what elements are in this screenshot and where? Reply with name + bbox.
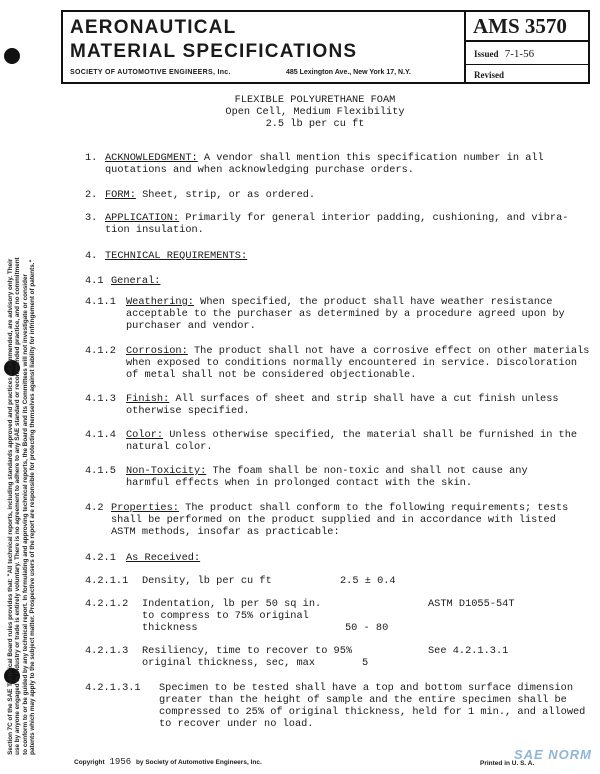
section-4-2-1-1 bbox=[85, 575, 272, 587]
section-heading: APPLICATION: bbox=[105, 212, 180, 224]
binder-hole-top bbox=[4, 48, 20, 64]
section-number: 3. bbox=[85, 212, 98, 224]
property-label: to compress to 75% original bbox=[142, 610, 309, 622]
property-value: 2.5 ± 0.4 bbox=[340, 575, 396, 587]
header-divider bbox=[464, 10, 466, 84]
section-heading: FORM: bbox=[105, 189, 136, 201]
header-society: SOCIETY OF AUTOMOTIVE ENGINEERS, Inc. bbox=[70, 69, 231, 76]
section-4-1-4 bbox=[85, 429, 577, 453]
property-label: thickness bbox=[142, 622, 198, 634]
section-heading: ACKNOWLEDGMENT: bbox=[105, 152, 198, 164]
section-number: 4.1.5 bbox=[85, 465, 116, 477]
side-notice-line: to conform to or be guided by any technical report. In formulating and approving technical reports, the Board and its Committees will not investigate or consider bbox=[22, 274, 29, 755]
side-notice-line: use by anyone engaged in industry or trade is entirely voluntary. There is no agreement to adhere to any SAE standard or recommended practice, and no commitment bbox=[14, 257, 22, 755]
doc-title bbox=[0, 94, 600, 130]
footer-copyright bbox=[74, 757, 262, 767]
section-heading: TECHNICAL REQUIREMENTS: bbox=[105, 250, 248, 262]
section-number: 4. bbox=[85, 250, 98, 262]
section-heading: General: bbox=[111, 275, 161, 287]
side-notice-line: patents which may apply to the subject matter. Prospective users of the report are responsible for protecting themselves against liability for infringement of patents." bbox=[29, 259, 37, 755]
section-text: Unless otherwise specified, the material shall be furnished in the bbox=[169, 429, 578, 441]
header-rule bbox=[464, 40, 590, 42]
doc-title-line1: FLEXIBLE POLYURETHANE FOAM bbox=[234, 94, 396, 106]
section-text: compressed to 25% of original thickness, held for 1 min., and allowed bbox=[159, 706, 586, 718]
side-legal-notice bbox=[7, 75, 37, 755]
section-text: When specified, the product shall have weather resistance bbox=[200, 296, 553, 308]
section-text: The product shall not have a corrosive effect on other materials bbox=[193, 345, 590, 357]
section-2 bbox=[85, 189, 315, 201]
issued-field bbox=[474, 48, 534, 60]
section-text: shall be performed on the product supplied and in accordance with listed bbox=[111, 514, 556, 526]
section-4-1-1 bbox=[85, 296, 565, 332]
section-number: 4.2.1.1 bbox=[85, 575, 129, 587]
section-text: of metal shall not be considered objectionable. bbox=[126, 369, 417, 381]
section-heading: Corrosion: bbox=[126, 345, 188, 357]
section-text: when exposed to conditions normally encountered in service. Discoloration bbox=[126, 357, 578, 369]
header-rule bbox=[464, 64, 590, 65]
section-text: The foam shall be non-toxic and shall not cause any bbox=[212, 465, 528, 477]
section-4-2-1-2 bbox=[85, 598, 321, 634]
section-number: 4.2.1 bbox=[85, 552, 116, 564]
section-number: 4.2 bbox=[85, 502, 104, 514]
footer-printed: Printed in U. S. A. bbox=[480, 760, 535, 767]
section-text: quotations and when acknowledging purchase orders. bbox=[105, 164, 414, 176]
header-title-line1: AERONAUTICAL bbox=[70, 17, 237, 38]
section-number: 1. bbox=[85, 152, 98, 164]
header-title-line2: MATERIAL SPECIFICATIONS bbox=[70, 41, 358, 62]
section-number: 4.1.4 bbox=[85, 429, 116, 441]
section-text: Primarily for general interior padding, cushioning, and vibra- bbox=[185, 212, 569, 224]
section-text: The product shall conform to the following requirements; tests bbox=[185, 502, 569, 514]
property-value: 5 bbox=[362, 657, 369, 669]
header-address: 485 Lexington Ave., New York 17, N.Y. bbox=[286, 69, 411, 76]
doc-title-line2: Open Cell, Medium Flexibility bbox=[225, 106, 405, 118]
side-notice-line: Section 7C of the SAE Technical Board rules provides that: "All technical reports, including standards approved and practices recommended, are advisory only. Their bbox=[7, 258, 15, 755]
section-text: Sheet, strip, or as ordered. bbox=[142, 189, 316, 201]
section-text: natural color. bbox=[126, 441, 213, 453]
section-text: tion insulation. bbox=[105, 224, 204, 236]
property-method: See 4.2.1.3.1 bbox=[428, 645, 509, 657]
section-heading: As Received: bbox=[126, 552, 201, 564]
copyright-label: Copyright bbox=[74, 759, 105, 766]
section-4 bbox=[85, 250, 247, 262]
property-label: Resiliency, time to recover to 95% bbox=[142, 645, 353, 657]
section-number: 4.2.1.2 bbox=[85, 598, 129, 610]
section-number: 4.2.1.3 bbox=[85, 645, 129, 657]
issued-label: Issued bbox=[474, 49, 499, 59]
section-4-2-1-3 bbox=[85, 645, 352, 669]
section-number: 4.1.3 bbox=[85, 393, 116, 405]
section-4-2-1 bbox=[85, 552, 200, 564]
section-heading: Color: bbox=[126, 429, 164, 441]
copyright-year: 1956 bbox=[109, 757, 132, 767]
section-text: acceptable to the purchaser as determined by a procedure agreed upon by bbox=[126, 308, 565, 320]
property-label: Indentation, lb per 50 sq in. bbox=[142, 598, 322, 610]
section-text: All surfaces of sheet and strip shall have a cut finish unless bbox=[175, 393, 559, 405]
section-number: 4.1.1 bbox=[85, 296, 116, 308]
property-method: ASTM D1055-54T bbox=[428, 598, 515, 610]
section-heading: Non-Toxicity: bbox=[126, 465, 207, 477]
section-number: 4.2.1.3.1 bbox=[85, 682, 141, 694]
section-number: 4.1.2 bbox=[85, 345, 116, 357]
section-text: ASTM methods, insofar as practicable: bbox=[111, 526, 340, 538]
section-4-1-5 bbox=[85, 465, 528, 489]
property-value: 50 - 80 bbox=[345, 622, 389, 634]
section-1 bbox=[85, 152, 544, 176]
property-label: Density, lb per cu ft bbox=[142, 575, 272, 587]
section-text: harmful effects when in prolonged contact with the skin. bbox=[126, 477, 473, 489]
section-4-1-2 bbox=[85, 345, 589, 381]
spec-number: AMS 3570 bbox=[473, 14, 567, 38]
section-heading: Weathering: bbox=[126, 296, 194, 308]
section-number: 4.1 bbox=[85, 275, 104, 287]
section-text: Specimen to be tested shall have a top and bottom surface dimension bbox=[159, 682, 574, 694]
section-text: A vendor shall mention this specification number in all bbox=[203, 152, 544, 164]
copyright-holder: by Society of Automotive Engineers, Inc. bbox=[135, 759, 262, 766]
section-heading: Finish: bbox=[126, 393, 170, 405]
watermark-logo: SAE NORM bbox=[513, 747, 592, 762]
section-heading: Properties: bbox=[111, 502, 179, 514]
doc-title-line3: 2.5 lb per cu ft bbox=[265, 118, 365, 130]
section-4-1 bbox=[85, 275, 160, 287]
section-3 bbox=[85, 212, 568, 236]
revised-label: Revised bbox=[474, 70, 504, 80]
property-label: original thickness, sec, max bbox=[142, 657, 316, 669]
section-text: greater than the height of sample and the entire specimen shall be bbox=[159, 694, 567, 706]
section-text: to recover under no load. bbox=[159, 718, 314, 730]
section-number: 2. bbox=[85, 189, 98, 201]
section-4-2-1-3-1 bbox=[85, 682, 585, 730]
issued-date: 7-1-56 bbox=[504, 48, 535, 60]
section-4-2 bbox=[85, 502, 568, 538]
section-4-1-3 bbox=[85, 393, 559, 417]
section-text: otherwise specified. bbox=[126, 405, 250, 417]
section-text: purchaser and vendor. bbox=[126, 320, 256, 332]
